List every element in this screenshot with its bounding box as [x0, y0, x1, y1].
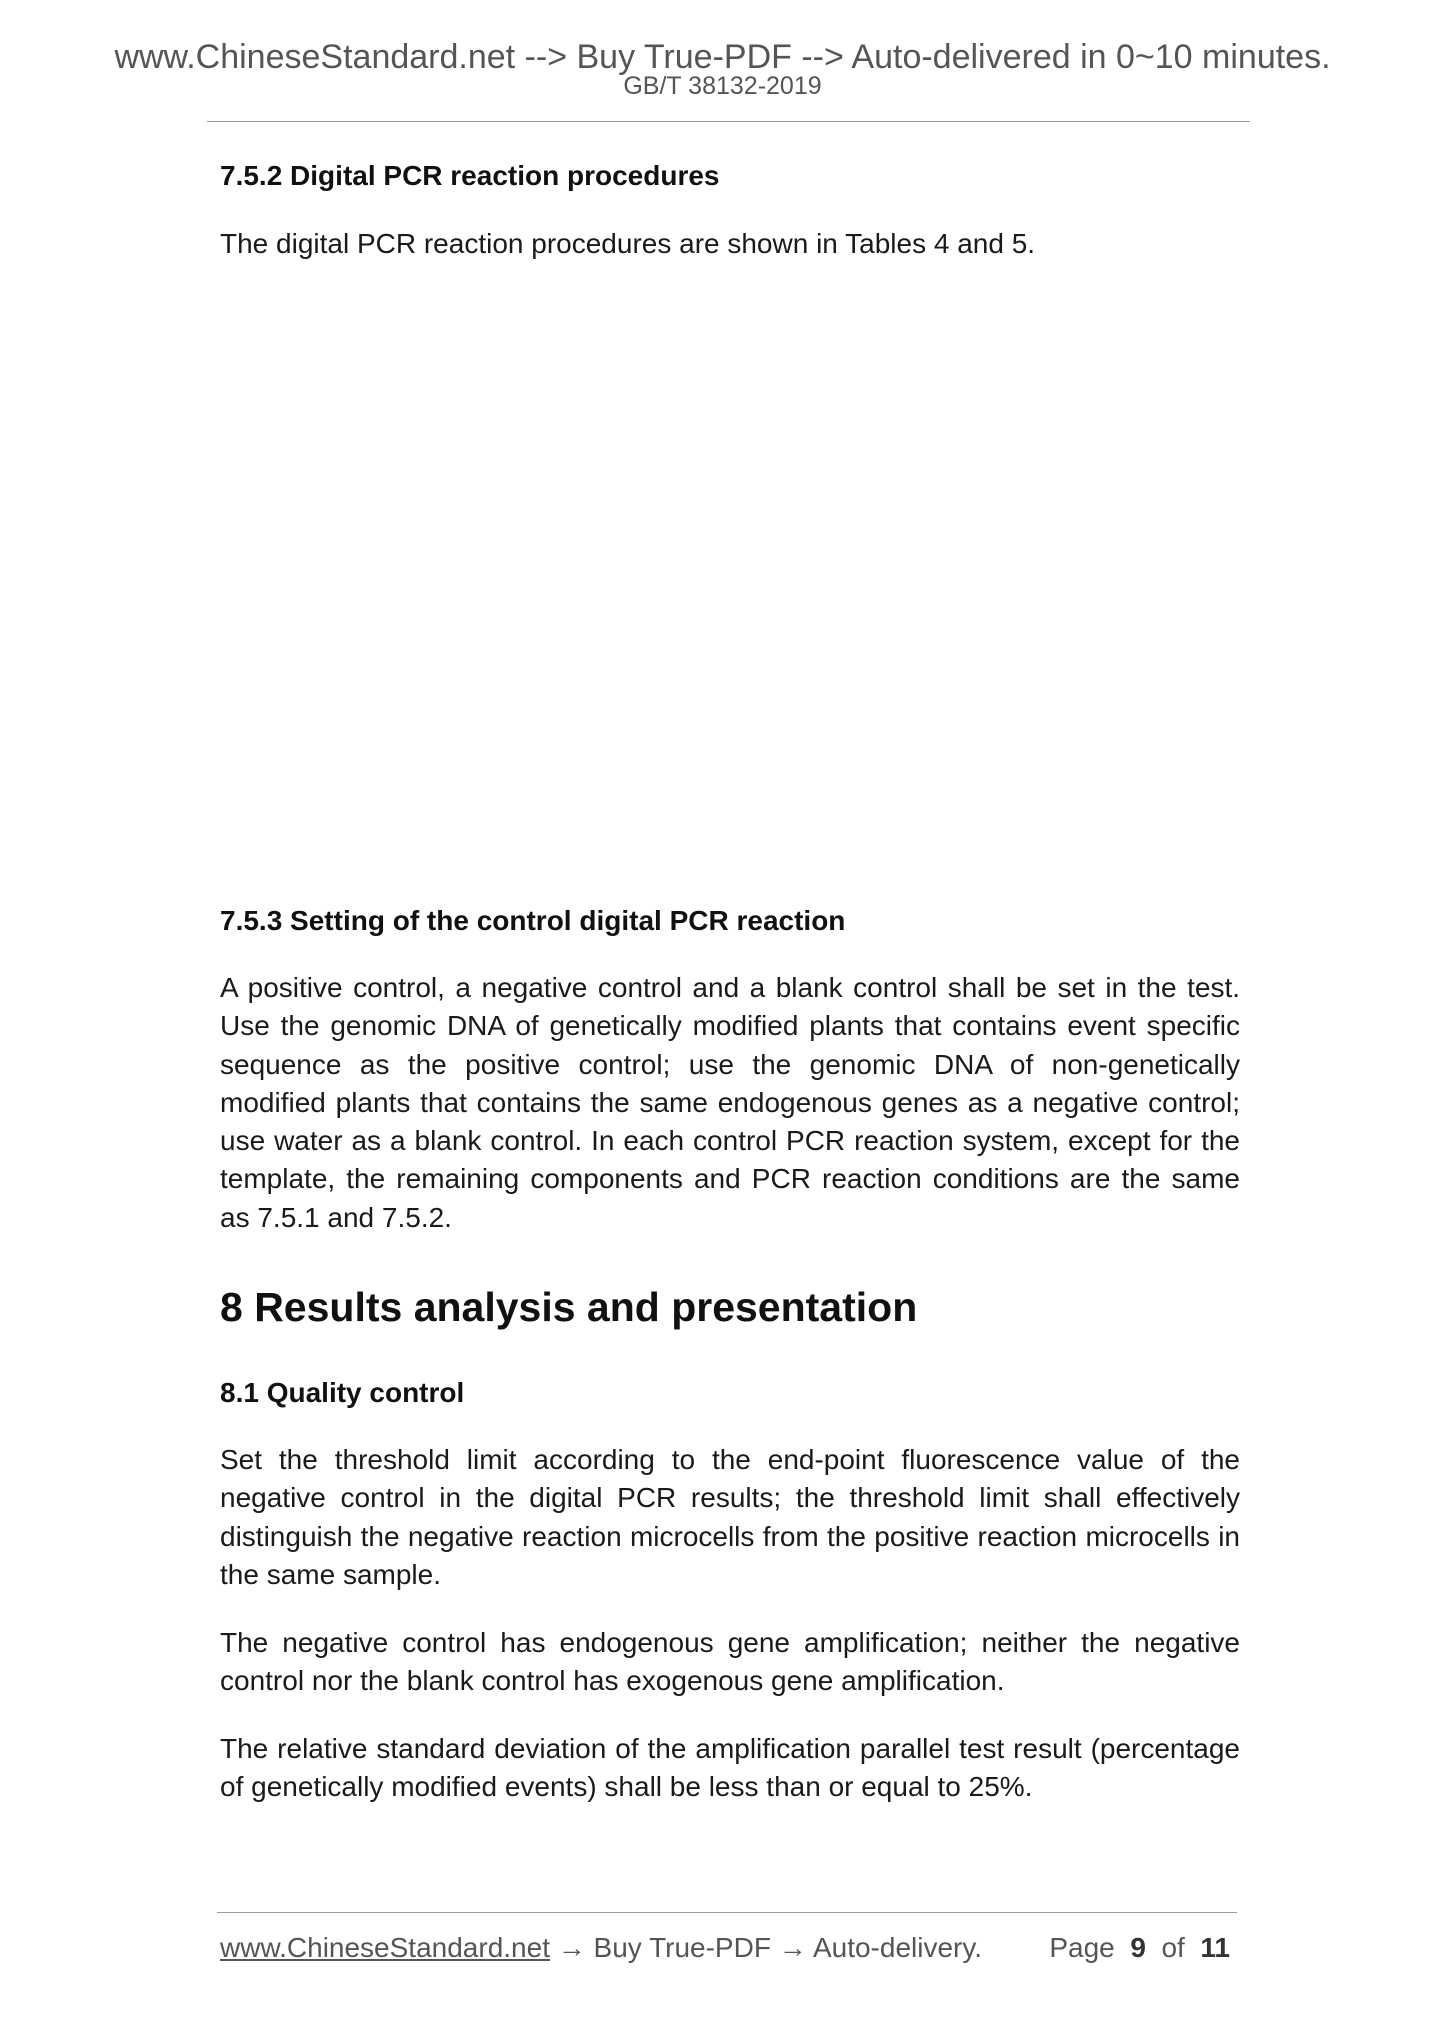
page-total: 11 [1200, 1932, 1230, 1963]
header-divider [207, 121, 1250, 122]
section-8-1-paragraph-3: The relative standard deviation of the amplification parallel test result (percentage of genetically modified events) shall be less than or equal to 25%. [220, 1733, 1240, 1803]
of-word: of [1161, 1932, 1185, 1963]
footer-link[interactable]: www.ChineseStandard.net [220, 1932, 550, 1963]
arrow-right-icon: → [557, 1932, 586, 1963]
page-word: Page [1049, 1932, 1115, 1963]
arrow-right-icon: → [778, 1932, 807, 1963]
footer [220, 1934, 1230, 1962]
section-8-1-heading: 8.1 Quality control [220, 1377, 465, 1408]
page-indicator [1049, 1934, 1230, 1962]
standard-code: GB/T 38132-2019 [623, 72, 822, 100]
footer-auto-text: Auto-delivery. [812, 1932, 983, 1963]
section-8-1-paragraph-1: Set the threshold limit according to the end-point fluorescence value of the negative control in the digital PCR results; the threshold limit shall effectively distinguish the negative reaction microcells from the positive reaction microcells in the same sample. [220, 1444, 1240, 1590]
section-7-5-2-paragraph: The digital PCR reaction procedures are shown in Tables 4 and 5. [220, 228, 1036, 259]
section-7-5-2-heading: 7.5.2 Digital PCR reaction procedures [220, 160, 720, 191]
section-7-5-3-heading: 7.5.3 Setting of the control digital PCR reaction [220, 905, 846, 936]
footer-divider [217, 1912, 1237, 1913]
footer-buy-text: Buy True-PDF [593, 1932, 771, 1963]
section-7-5-3-paragraph: A positive control, a negative control and a blank control shall be set in the test. Use the genomic DNA of genetically modified plants that contains event specific sequence as the positive control; use the genomic DNA of non-genetically modified plants that contains the same endogenous genes as a negative control; use water as a blank control. In each control PCR reaction system, except for the template, the remaining components and PCR reaction conditions are the same as 7.5.1 and 7.5.2. [220, 972, 1240, 1233]
top-banner[interactable]: www.ChineseStandard.net --> Buy True-PDF --> Auto-delivered in 0~10 minutes. [114, 38, 1331, 76]
section-8-heading: 8 Results analysis and presentation [220, 1284, 918, 1330]
page-current: 9 [1130, 1932, 1146, 1963]
section-8-1-paragraph-2: The negative control has endogenous gene amplification; neither the negative control nor the blank control has exogenous gene amplification. [220, 1627, 1240, 1697]
